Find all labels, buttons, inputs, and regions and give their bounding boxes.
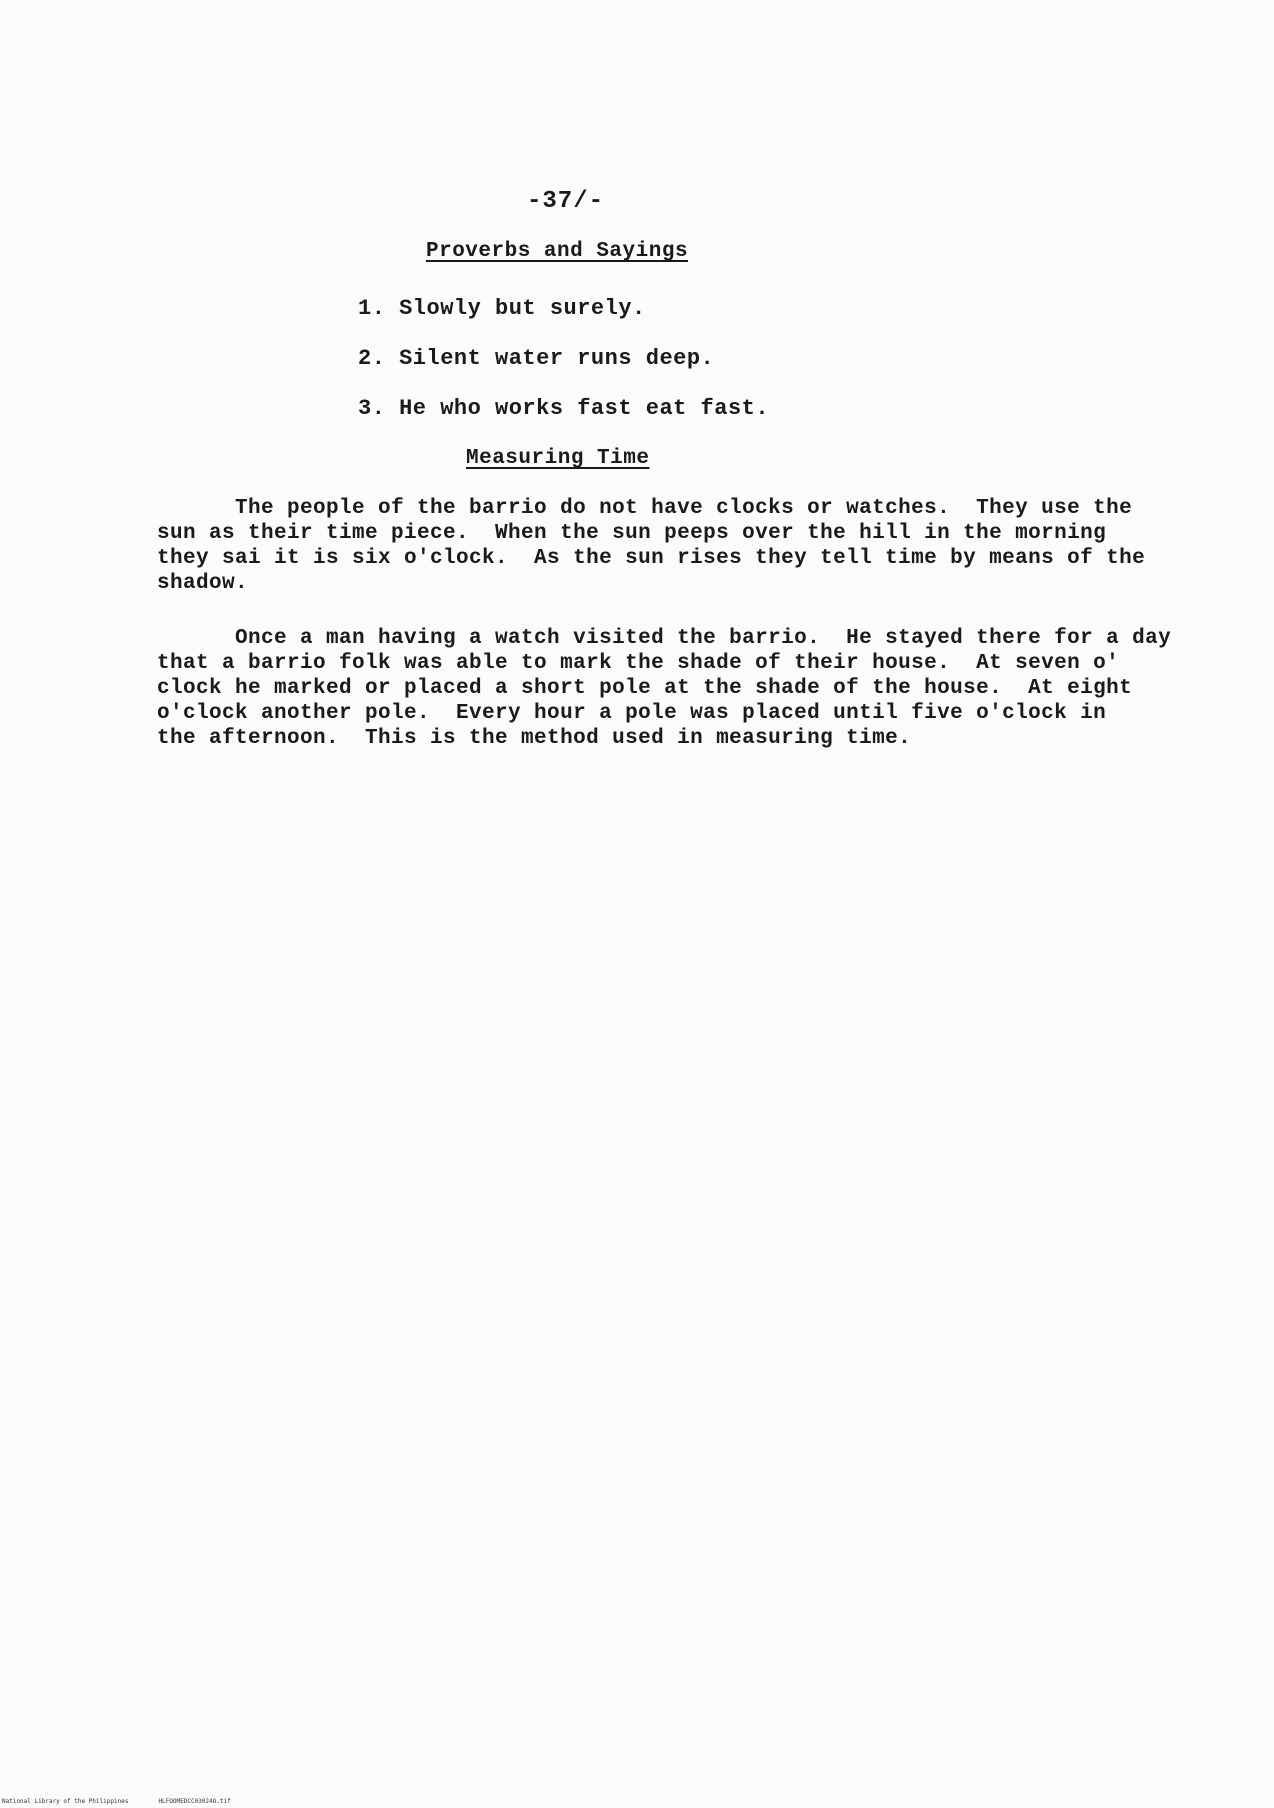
paragraph-line: they sai it is six o'clock. As the sun rises they tell time by means of the (157, 547, 1146, 570)
paragraph-line: the afternoon. This is the method used in measuring time. (157, 727, 912, 750)
paragraph-2 (157, 626, 1171, 751)
paragraph-line: shadow. (157, 572, 249, 595)
page-number: -37/- (527, 188, 605, 215)
footer-library: National Library of the Philippines (2, 1798, 129, 1805)
paragraph-line: Once a man having a watch visited the barrio. He stayed there for a day (157, 627, 1172, 650)
paragraph-line: that a barrio folk was able to mark the shade of their house. At seven o' (157, 652, 1120, 675)
paragraph-line: The people of the barrio do not have clocks or watches. They use the (157, 497, 1133, 520)
paragraph-line: clock he marked or placed a short pole at the shade of the house. At eight (157, 677, 1133, 700)
paragraph-line: o'clock another pole. Every hour a pole was placed until five o'clock in (157, 702, 1107, 725)
scan-footer (2, 1798, 261, 1805)
proverb-item: 1. Slowly but surely. (358, 296, 646, 321)
paragraph-line: sun as their time piece. When the sun peeps over the hill in the morning (157, 522, 1107, 545)
proverb-item: 3. He who works fast eat fast. (358, 396, 770, 421)
proverb-item: 2. Silent water runs deep. (358, 346, 715, 371)
section-heading-measuring-time: Measuring Time (466, 447, 650, 470)
paragraph-1 (157, 496, 1145, 596)
footer-filename: HLFOOMEDCC03024O.tif (158, 1798, 231, 1805)
section-heading-proverbs: Proverbs and Sayings (426, 240, 689, 263)
